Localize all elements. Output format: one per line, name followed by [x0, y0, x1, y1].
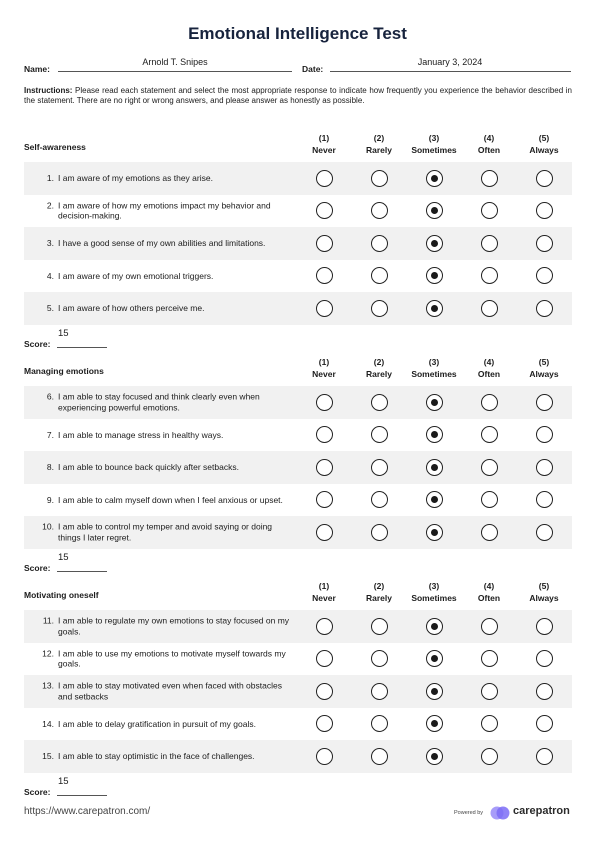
scale-label: Sometimes	[411, 593, 457, 603]
response-radio-2[interactable]	[371, 715, 388, 732]
section	[24, 132, 572, 355]
question-row	[24, 643, 572, 676]
response-radio-3[interactable]	[426, 170, 443, 187]
question-row	[24, 516, 572, 549]
question-text	[34, 430, 296, 441]
response-radio-1[interactable]	[316, 748, 333, 765]
response-radio-5[interactable]	[536, 235, 553, 252]
scale-label: Often	[477, 369, 501, 379]
response-radio-3[interactable]	[426, 267, 443, 284]
response-radio-3[interactable]	[426, 300, 443, 317]
date-field-line	[330, 71, 571, 72]
response-radio-5[interactable]	[536, 491, 553, 508]
scale-number: (3)	[428, 133, 440, 143]
score-field-line	[57, 571, 107, 572]
response-radio-5[interactable]	[536, 267, 553, 284]
question-number: 4.	[46, 270, 54, 281]
carepatron-logo-icon	[490, 805, 510, 821]
question-row	[24, 195, 572, 228]
response-radio-5[interactable]	[536, 394, 553, 411]
question-number: 11.	[42, 615, 54, 626]
scale-column-header	[514, 580, 574, 604]
date-label: Date:	[302, 64, 324, 74]
question-text	[34, 522, 296, 543]
response-radio-5[interactable]	[536, 618, 553, 635]
section-score	[24, 325, 572, 355]
response-radio-2[interactable]	[371, 235, 388, 252]
question-number: 1.	[46, 173, 54, 183]
scale-number: (2)	[373, 357, 385, 367]
response-radio-2[interactable]	[371, 170, 388, 187]
response-radio-3[interactable]	[426, 394, 443, 411]
response-radio-1[interactable]	[316, 394, 333, 411]
scale-number: (4)	[483, 357, 495, 367]
scale-label: Always	[529, 593, 559, 603]
question-text	[34, 719, 296, 730]
question-statement: I am aware of my emotions as they arise.	[58, 173, 213, 183]
question-text	[34, 392, 296, 413]
score-field-line	[57, 795, 107, 796]
response-radio-5[interactable]	[536, 426, 553, 443]
question-number: 13.	[42, 680, 54, 691]
section-header	[24, 356, 572, 386]
question-row	[24, 484, 572, 517]
scale-number: (1)	[318, 357, 330, 367]
response-radio-4[interactable]	[481, 748, 498, 765]
scale-number: (2)	[373, 133, 385, 143]
scale-label: Never	[312, 145, 336, 155]
question-row	[24, 292, 572, 325]
response-radio-2[interactable]	[371, 683, 388, 700]
question-text	[34, 238, 296, 249]
question-statement: I am able to stay optimistic in the face of challenges.	[58, 751, 255, 761]
section-title: Managing emotions	[24, 366, 104, 376]
score-value[interactable]: 15	[58, 327, 69, 339]
question-number: 10.	[42, 521, 54, 532]
response-radio-1[interactable]	[316, 300, 333, 317]
scale-column-header	[294, 132, 354, 156]
response-radio-4[interactable]	[481, 394, 498, 411]
score-value[interactable]: 15	[58, 775, 69, 787]
scale-column-header	[404, 580, 464, 604]
scale-label: Often	[477, 593, 501, 603]
section-title: Motivating oneself	[24, 590, 99, 600]
question-number: 12.	[42, 648, 54, 659]
question-row	[24, 227, 572, 260]
response-radio-3[interactable]	[426, 618, 443, 635]
question-text	[34, 200, 296, 221]
response-radio-2[interactable]	[371, 459, 388, 476]
response-radio-4[interactable]	[481, 300, 498, 317]
response-radio-5[interactable]	[536, 715, 553, 732]
question-row	[24, 675, 572, 708]
question-text	[34, 648, 296, 669]
question-number: 7.	[46, 429, 54, 440]
response-radio-3[interactable]	[426, 683, 443, 700]
question-text	[34, 303, 296, 314]
response-radio-1[interactable]	[316, 235, 333, 252]
question-statement: I am able to regulate my own emotions to stay focused on my goals.	[58, 615, 290, 637]
document-title: Emotional Intelligence Test	[188, 24, 407, 43]
score-value[interactable]: 15	[58, 551, 69, 563]
response-radio-5[interactable]	[536, 524, 553, 541]
response-radio-3[interactable]	[426, 426, 443, 443]
instructions-label: Instructions:	[24, 86, 73, 95]
response-radio-3[interactable]	[426, 524, 443, 541]
section	[24, 356, 572, 579]
question-statement: I am able to calm myself down when I feel anxious or upset.	[58, 494, 283, 505]
scale-label: Sometimes	[411, 145, 457, 155]
response-radio-2[interactable]	[371, 618, 388, 635]
scale-column-header	[349, 356, 409, 380]
response-radio-5[interactable]	[536, 748, 553, 765]
response-radio-1[interactable]	[316, 715, 333, 732]
score-label: Score:	[24, 338, 51, 349]
scale-label: Often	[477, 145, 501, 155]
response-radio-3[interactable]	[426, 715, 443, 732]
scale-number: (5)	[538, 357, 550, 367]
score-label: Score:	[24, 562, 51, 573]
question-text	[34, 495, 296, 506]
response-radio-3[interactable]	[426, 650, 443, 667]
question-number: 15.	[42, 751, 54, 761]
scale-label: Always	[529, 145, 559, 155]
response-radio-2[interactable]	[371, 748, 388, 765]
name-label: Name:	[24, 64, 50, 74]
question-statement: I am aware of how my emotions impact my behavior and decision-making.	[58, 200, 271, 221]
response-radio-1[interactable]	[316, 524, 333, 541]
section-header	[24, 132, 572, 162]
question-text	[34, 751, 296, 762]
scale-label: Sometimes	[411, 369, 457, 379]
response-radio-2[interactable]	[371, 491, 388, 508]
question-text	[34, 681, 296, 702]
response-radio-4[interactable]	[481, 459, 498, 476]
response-radio-2[interactable]	[371, 524, 388, 541]
powered-by-label: Powered by	[454, 810, 484, 816]
question-number: 9.	[46, 494, 54, 505]
response-radio-5[interactable]	[536, 170, 553, 187]
scale-column-header	[294, 356, 354, 380]
question-text	[34, 271, 296, 282]
response-radio-3[interactable]	[426, 459, 443, 476]
question-text	[34, 173, 296, 184]
scale-number: (4)	[483, 581, 495, 591]
response-radio-2[interactable]	[371, 394, 388, 411]
response-radio-1[interactable]	[316, 170, 333, 187]
scale-number: (3)	[428, 357, 440, 367]
scale-column-header	[514, 132, 574, 156]
section-header	[24, 580, 572, 610]
response-radio-4[interactable]	[481, 715, 498, 732]
question-statement: I have a good sense of my own abilities and limitations.	[58, 238, 266, 248]
response-radio-4[interactable]	[481, 170, 498, 187]
response-radio-2[interactable]	[371, 202, 388, 219]
response-radio-1[interactable]	[316, 202, 333, 219]
scale-column-header	[294, 580, 354, 604]
scale-number: (3)	[428, 581, 440, 591]
response-radio-4[interactable]	[481, 202, 498, 219]
question-number: 14.	[42, 718, 54, 729]
scale-column-header	[349, 580, 409, 604]
question-number: 5.	[46, 303, 54, 313]
response-radio-4[interactable]	[481, 235, 498, 252]
question-row	[24, 610, 572, 643]
question-statement: I am able to delay gratification in pursuit of my goals.	[58, 718, 256, 729]
response-radio-3[interactable]	[426, 202, 443, 219]
question-statement: I am able to use my emotions to motivate myself towards my goals.	[58, 648, 286, 669]
scale-column-header	[404, 356, 464, 380]
question-text	[34, 616, 296, 637]
section-score	[24, 549, 572, 579]
scale-label: Rarely	[366, 369, 392, 379]
response-radio-4[interactable]	[481, 491, 498, 508]
question-statement: I am able to manage stress in healthy ways.	[58, 429, 224, 440]
scale-column-header	[349, 132, 409, 156]
scale-label: Rarely	[366, 145, 392, 155]
response-radio-4[interactable]	[481, 524, 498, 541]
scale-number: (4)	[483, 133, 495, 143]
question-statement: I am able to stay motivated even when faced with obstacles and setbacks	[58, 680, 282, 702]
scale-column-header	[459, 356, 519, 380]
response-radio-1[interactable]	[316, 267, 333, 284]
question-statement: I am able to stay focused and think clearly even when experiencing powerful emotions.	[58, 391, 260, 413]
scale-label: Never	[312, 369, 336, 379]
question-row	[24, 162, 572, 195]
name-value: Arnold T. Snipes	[142, 57, 208, 67]
question-statement: I am aware of my own emotional triggers.	[58, 270, 214, 281]
question-text	[34, 462, 296, 473]
question-row	[24, 451, 572, 484]
scale-number: (5)	[538, 581, 550, 591]
scale-column-header	[459, 132, 519, 156]
question-row	[24, 708, 572, 741]
response-radio-5[interactable]	[536, 683, 553, 700]
response-radio-3[interactable]	[426, 748, 443, 765]
response-radio-1[interactable]	[316, 618, 333, 635]
scale-label: Never	[312, 593, 336, 603]
question-row	[24, 740, 572, 773]
response-radio-3[interactable]	[426, 235, 443, 252]
response-radio-2[interactable]	[371, 267, 388, 284]
section-title: Self-awareness	[24, 142, 86, 152]
question-number: 6.	[46, 391, 54, 402]
instructions-text: Please read each statement and select the most appropriate response to indicate how frequently you experience the behavior described in the statement. There are no right or wrong answers, and please answer as honestly as possible.	[24, 86, 572, 105]
question-row	[24, 260, 572, 293]
response-radio-5[interactable]	[536, 650, 553, 667]
response-radio-4[interactable]	[481, 267, 498, 284]
response-radio-2[interactable]	[371, 426, 388, 443]
response-radio-1[interactable]	[316, 683, 333, 700]
scale-label: Always	[529, 369, 559, 379]
brand-name: carepatron	[513, 805, 570, 817]
score-label: Score:	[24, 786, 51, 797]
response-radio-1[interactable]	[316, 459, 333, 476]
scale-column-header	[514, 356, 574, 380]
scale-number: (1)	[318, 581, 330, 591]
response-radio-4[interactable]	[481, 650, 498, 667]
date-value: January 3, 2024	[417, 57, 483, 67]
instructions	[24, 86, 572, 106]
section-score	[24, 773, 572, 803]
scale-number: (1)	[318, 133, 330, 143]
scale-column-header	[459, 580, 519, 604]
response-radio-4[interactable]	[481, 426, 498, 443]
response-radio-5[interactable]	[536, 202, 553, 219]
question-row	[24, 386, 572, 419]
question-number: 3.	[46, 238, 54, 248]
score-field-line	[57, 347, 107, 348]
response-radio-1[interactable]	[316, 650, 333, 667]
section	[24, 580, 572, 803]
response-radio-4[interactable]	[481, 618, 498, 635]
question-number: 8.	[46, 462, 54, 472]
response-radio-1[interactable]	[316, 426, 333, 443]
response-radio-5[interactable]	[536, 459, 553, 476]
question-statement: I am able to control my temper and avoid saying or doing things I later regret.	[58, 521, 273, 543]
response-radio-3[interactable]	[426, 491, 443, 508]
response-radio-2[interactable]	[371, 300, 388, 317]
response-radio-2[interactable]	[371, 650, 388, 667]
response-radio-5[interactable]	[536, 300, 553, 317]
question-statement: I am aware of how others perceive me.	[58, 303, 205, 313]
question-row	[24, 419, 572, 452]
scale-column-header	[404, 132, 464, 156]
footer-url[interactable]: https://www.carepatron.com/	[24, 806, 151, 817]
response-radio-1[interactable]	[316, 491, 333, 508]
question-number: 2.	[46, 200, 54, 211]
question-statement: I am able to bounce back quickly after setbacks.	[58, 462, 239, 472]
name-field-line	[58, 71, 292, 72]
scale-label: Rarely	[366, 593, 392, 603]
scale-number: (2)	[373, 581, 385, 591]
scale-number: (5)	[538, 133, 550, 143]
response-radio-4[interactable]	[481, 683, 498, 700]
